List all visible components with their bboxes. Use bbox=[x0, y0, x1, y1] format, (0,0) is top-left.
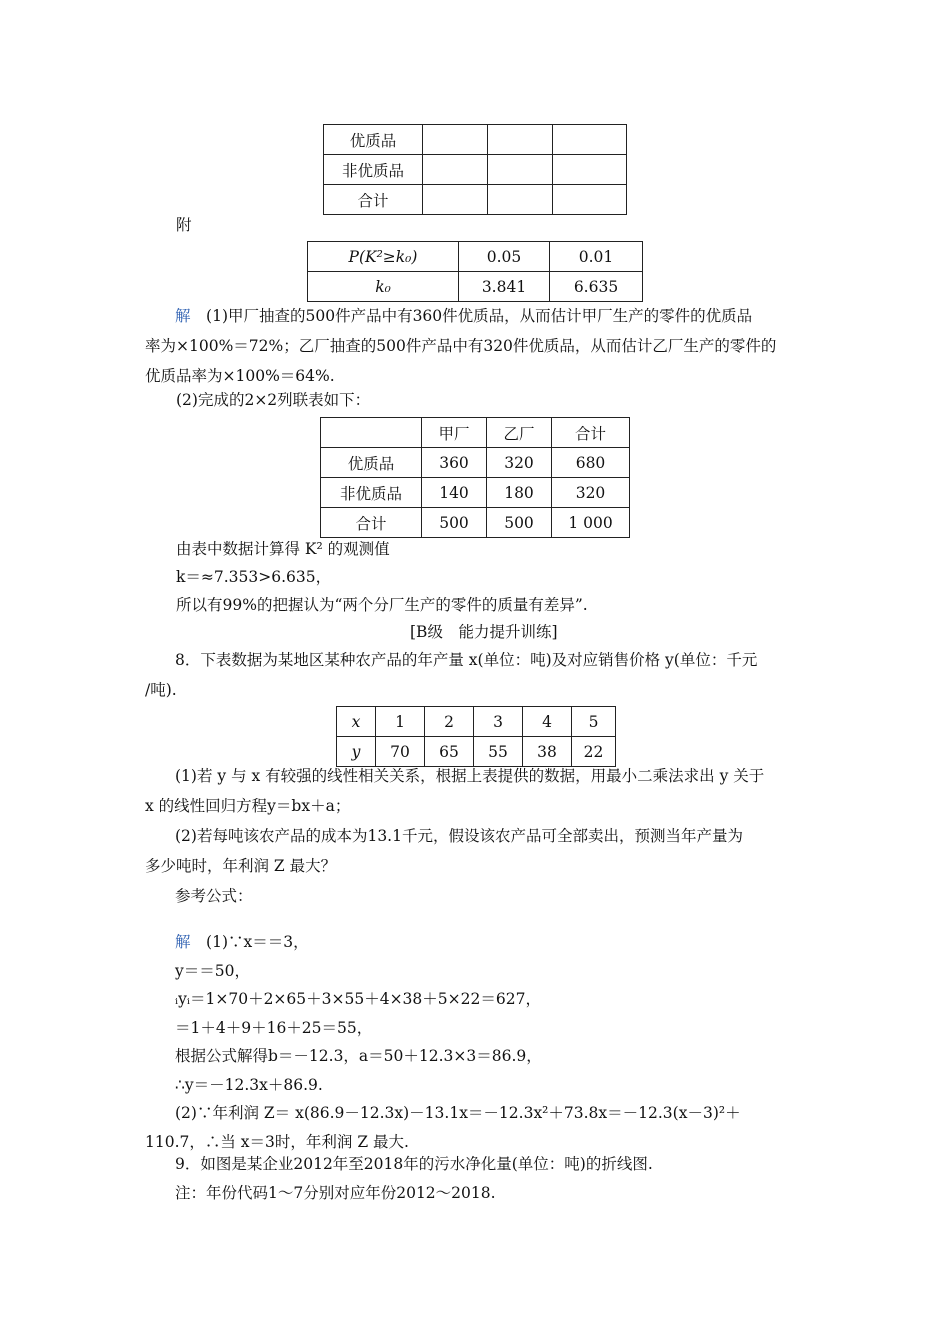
table-row bbox=[321, 448, 630, 478]
table-cell: 优质品 bbox=[324, 125, 423, 155]
table-cell: 680 bbox=[552, 448, 630, 478]
table-cell: 甲厂 bbox=[422, 418, 487, 448]
table-cell: 5 bbox=[572, 707, 616, 737]
table-row bbox=[321, 418, 630, 448]
table-cell bbox=[321, 418, 422, 448]
table-cell: 180 bbox=[487, 478, 552, 508]
k2-critical-table bbox=[307, 241, 643, 302]
table-cell: 38 bbox=[523, 737, 572, 767]
table-cell: 2 bbox=[425, 707, 474, 737]
table-cell bbox=[488, 155, 553, 185]
table-cell: 1 bbox=[376, 707, 425, 737]
table-cell bbox=[553, 125, 627, 155]
table-cell: 优质品 bbox=[321, 448, 422, 478]
table-row bbox=[324, 155, 627, 185]
table-cell: 乙厂 bbox=[487, 418, 552, 448]
table-row bbox=[337, 707, 616, 737]
table-cell: 500 bbox=[422, 508, 487, 538]
table-cell bbox=[553, 185, 627, 215]
table-cell: 22 bbox=[572, 737, 616, 767]
quality-table-blank bbox=[323, 124, 627, 215]
solution-8: 解 (1)∵x＝＝3， y＝＝50， ᵢyᵢ＝1×70＋2×65＋3×55＋4×38＋5×22＝627， ＝1＋4＋9＋16＋25＝55， 根据公式解得b＝－12.3，a＝50＋12.3×3＝86.9， ∴y＝－12.3x＋86.9. (2)∵年利润 Z＝ x(86.9－12.3x)－13.1x＝－12.3x²＋73.8x＝－12.3(x－3)²＋ 110.7，∴当 x＝3时，年利润 Z 最大. bbox=[145, 933, 741, 1151]
table-cell: 320 bbox=[487, 448, 552, 478]
solution-marker: 解 bbox=[175, 307, 191, 325]
table-cell: 55 bbox=[474, 737, 523, 767]
solution-part2-intro: (2)完成的2×2列联表如下： bbox=[176, 391, 371, 409]
calc-line-1: 由表中数据计算得 K² 的观测值 bbox=[176, 540, 390, 558]
question-8-parts: (1)若 y 与 x 有较强的线性相关关系，根据上表提供的数据，用最小二乘法求出 y 关于 x 的线性回归方程y＝bx＋a； (2)若每吨该农产品的成本为13.1千元，假设该农产品可全部卖出，预测当年产量为 多少吨时，年利润 Z 最大？ 参考公式： bbox=[145, 767, 765, 905]
conclusion-line: 所以有99%的把握认为“两个分厂生产的零件的质量有差异”. bbox=[176, 596, 588, 614]
table-cell: 0.05 bbox=[459, 242, 550, 272]
table-cell: k₀ bbox=[308, 272, 459, 302]
appendix-label: 附 bbox=[176, 216, 192, 234]
solution-part1: 解 (1)甲厂抽查的500件产品中有360件优质品，从而估计甲厂生产的零件的优质品 率为×100%＝72%；乙厂抽查的500件产品中有320件优质品，从而估计乙厂生产的零件的 优质品率为×100%＝64%. bbox=[145, 307, 777, 385]
table-cell: 500 bbox=[487, 508, 552, 538]
table-cell: 140 bbox=[422, 478, 487, 508]
table-cell: x bbox=[337, 707, 376, 737]
table-row bbox=[321, 478, 630, 508]
table-cell bbox=[553, 155, 627, 185]
table-cell: 65 bbox=[425, 737, 474, 767]
table-cell: 合计 bbox=[324, 185, 423, 215]
table-cell: P(K²≥k₀) bbox=[308, 242, 459, 272]
section-heading: [B级 能力提升训练] bbox=[410, 623, 558, 641]
table-row bbox=[321, 508, 630, 538]
calc-line-2: k＝≈7.353>6.635， bbox=[176, 568, 332, 586]
table-row bbox=[308, 272, 643, 302]
question-9: 9．如图是某企业2012年至2018年的污水净化量(单位：吨)的折线图. 注：年份代码1～7分别对应年份2012～2018. bbox=[175, 1155, 653, 1202]
solution-marker: 解 bbox=[175, 933, 191, 951]
table-cell: 合计 bbox=[552, 418, 630, 448]
table-cell bbox=[488, 185, 553, 215]
xy-data-table bbox=[336, 706, 616, 767]
table-cell: 非优质品 bbox=[321, 478, 422, 508]
table-cell: 3 bbox=[474, 707, 523, 737]
table-cell: y bbox=[337, 737, 376, 767]
table-cell: 3.841 bbox=[459, 272, 550, 302]
table-cell: 4 bbox=[523, 707, 572, 737]
table-cell bbox=[423, 125, 488, 155]
table-cell: 合计 bbox=[321, 508, 422, 538]
table-cell: 70 bbox=[376, 737, 425, 767]
table-row bbox=[308, 242, 643, 272]
table-cell bbox=[423, 185, 488, 215]
table-cell: 320 bbox=[552, 478, 630, 508]
table-row bbox=[324, 185, 627, 215]
table-cell: 非优质品 bbox=[324, 155, 423, 185]
table-cell bbox=[488, 125, 553, 155]
table-cell: 1 000 bbox=[552, 508, 630, 538]
table-cell bbox=[423, 155, 488, 185]
table-row bbox=[324, 125, 627, 155]
table-cell: 360 bbox=[422, 448, 487, 478]
contingency-table bbox=[320, 417, 630, 538]
table-cell: 6.635 bbox=[550, 272, 643, 302]
table-cell: 0.01 bbox=[550, 242, 643, 272]
question-8: 8．下表数据为某地区某种农产品的年产量 x(单位：吨)及对应销售价格 y(单位：千元 /吨). bbox=[145, 651, 758, 699]
